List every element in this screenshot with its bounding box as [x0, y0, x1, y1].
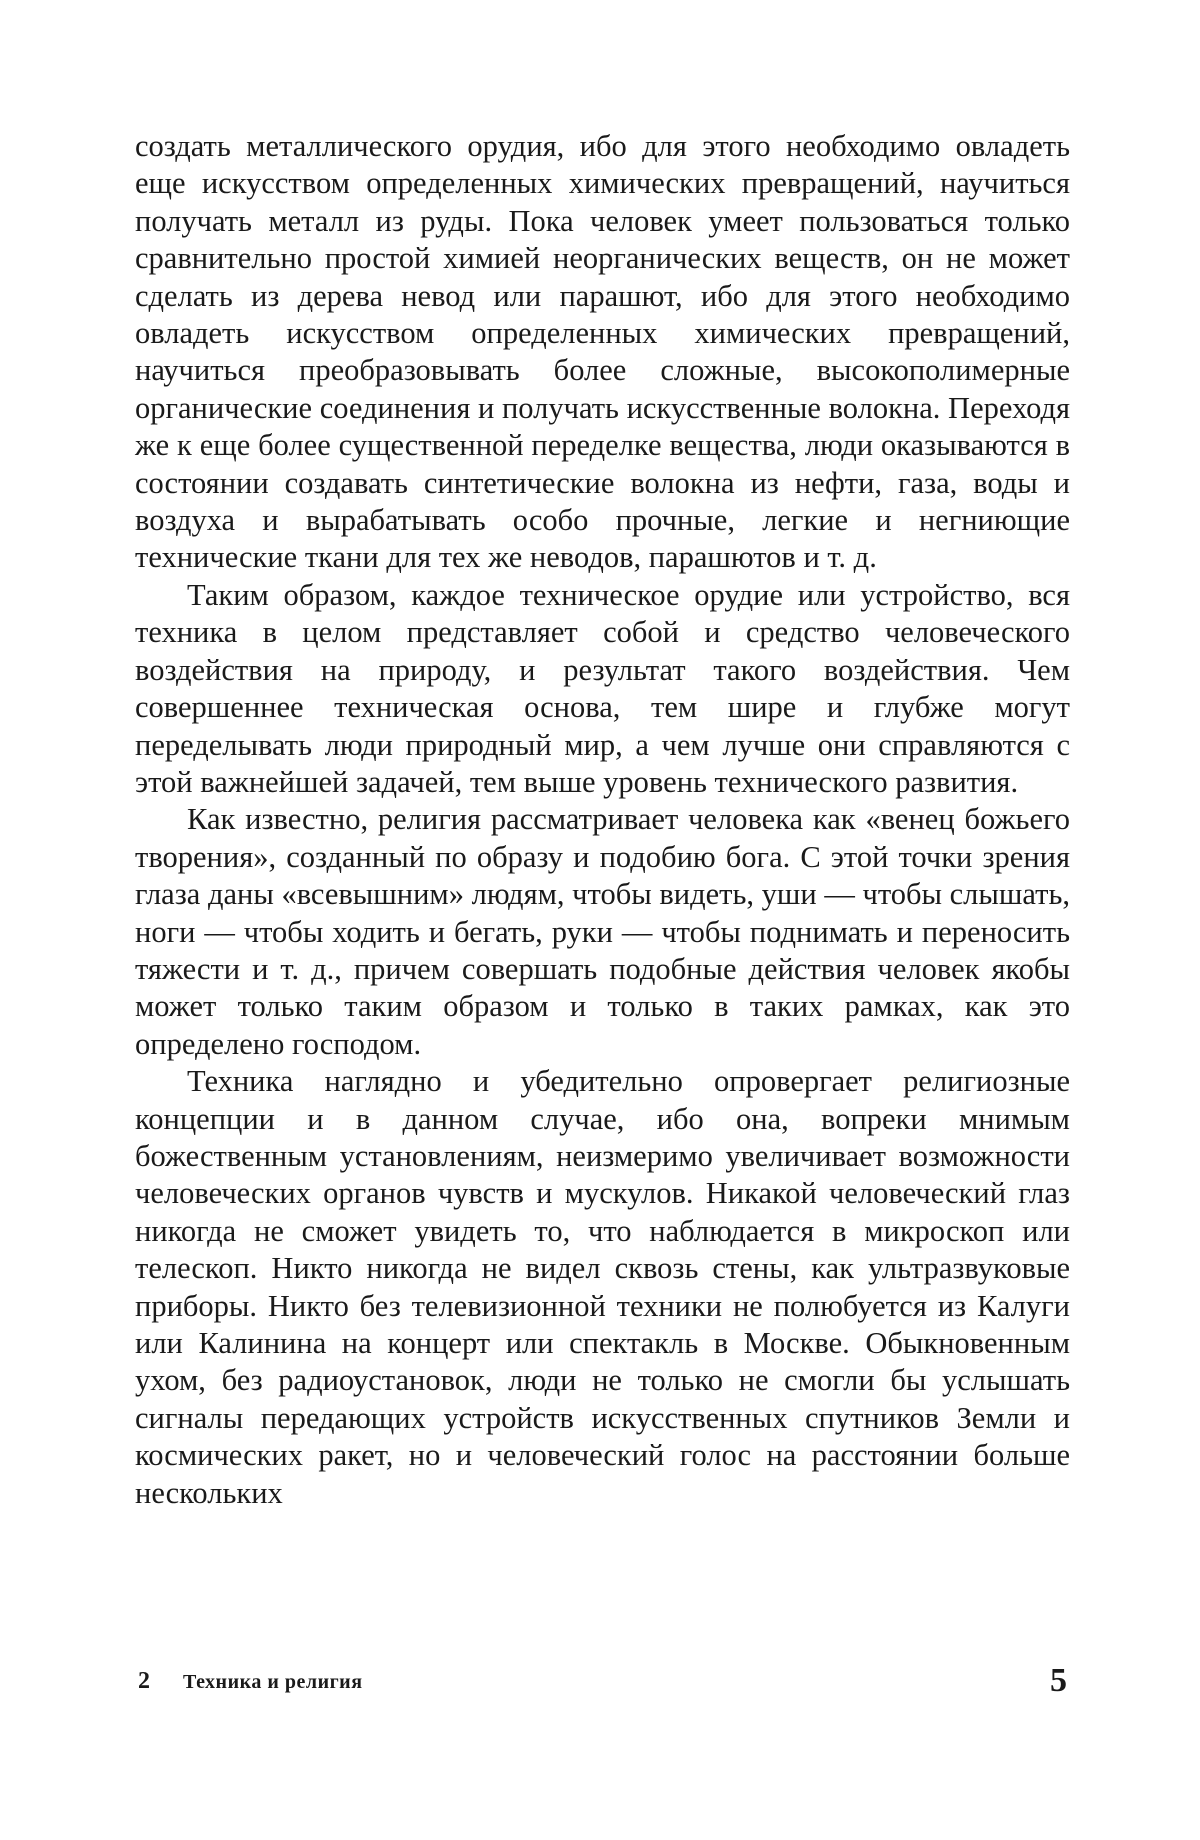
paragraph-3: Как известно, религия рассматривает человека как «венец божьего творения», созданный по образу и подобию бога. С этой точки зрения глаза даны «всевышним» людям, чтобы видеть, уши — чтобы слышать, ноги — чтобы ходить и бегать, руки — чтобы поднимать и переносить тяжести и т. д., причем совершать подобные действия человек якобы может только таким образом и только в таких рамках, как это определено господом.: [135, 802, 1070, 1061]
paragraph-1: создать металлического орудия, ибо для этого необходимо овладеть еще искусством определенных химических превращений, научиться получать металл из руды. Пока человек умеет пользоваться только сравнительно простой химией неорганических веществ, он не может сделать из дерева невод или парашют, ибо для этого необходимо овладеть искусством определенных химических превращений, научиться преобразовывать более сложные, высокополимерные органические соединения и получать искусственные волокна. Переходя же к еще более существенной переделке вещества, люди оказываются в состоянии создавать синтетические волокна из нефти, газа, воды и воздуха и вырабатывать особо прочные, легкие и негниющие технические ткани для тех же неводов, парашютов и т. д.: [135, 129, 1070, 575]
paragraph-4: Техника наглядно и убедительно опровергает религиозные концепции и в данном случае, ибо она, вопреки мнимым божественным установлениям, неизмеримо увеличивает возможности человеческих органов чувств и мускулов. Никакой человеческий глаз никогда не сможет увидеть то, что наблюдается в микроскоп или телескоп. Никто никогда не видел сквозь стены, как ультразвуковые приборы. Никто без телевизионной техники не полюбуется из Калуги или Калинина на концерт или спектакль в Москве. Обыкновенным ухом, без радиоустановок, люди не только не смогли бы услышать сигналы передающих устройств искусственных спутников Земли и космических ракет, но и человеческий голос на расстоянии больше нескольких: [135, 1064, 1070, 1510]
page-footer: [135, 1662, 1070, 1706]
paragraph-2: Таким образом, каждое техническое орудие или устройство, вся техника в целом представляет собой и средство человеческого воздействия на природу, и результат такого воздействия. Чем совершеннее техническая основа, тем шире и глубже могут переделывать люди природный мир, а чем лучше они справляются с этой важнейшей задачей, тем выше уровень технического развития.: [135, 577, 1070, 799]
footer-book-title: Техника и религия: [183, 1671, 363, 1693]
signature-mark: 2: [138, 1668, 150, 1694]
body-text: [135, 128, 1070, 1512]
page-number: 5: [1050, 1662, 1067, 1699]
